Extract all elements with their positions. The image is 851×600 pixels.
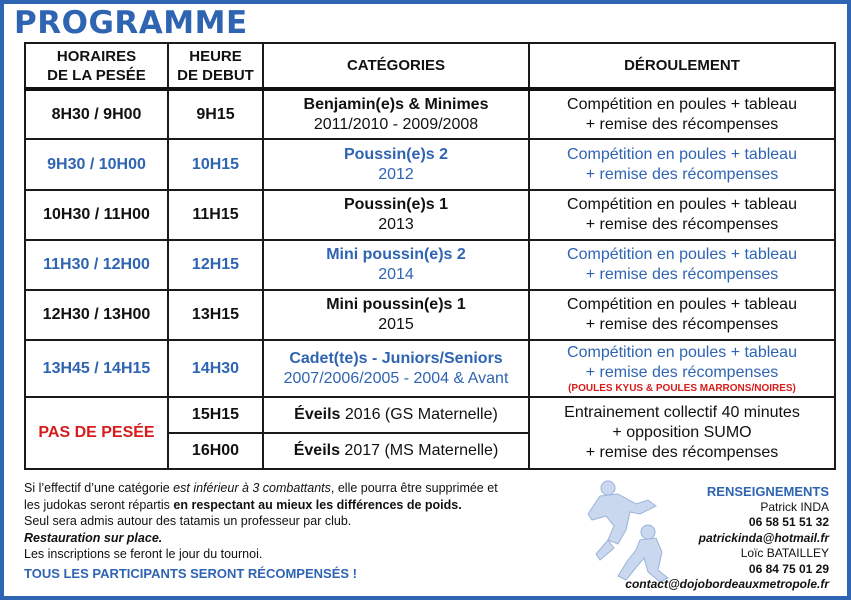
categorie-name: Benjamin(e)s & Minimes [303,95,489,113]
debut-cell: 10H15 [168,139,263,189]
categorie-name: Mini poussin(e)s 1 [326,296,466,314]
deroulement-line: Compétition en poules + tableau [567,343,797,361]
info-block [24,480,584,582]
pesee-cell: 10H30 / 11H00 [25,190,168,240]
deroulement-line: + remise des récompenses [585,165,779,183]
deroulement-line: Compétition en poules + tableau [567,246,797,264]
deroulement-cell [529,240,835,290]
info-text: Si l’effectif d’une catégorie [24,481,174,495]
table-row [25,397,835,433]
categorie-cell [263,190,529,240]
deroulement-line: Entrainement collectif 40 minutes [564,403,800,421]
header-debut: HEURE DE DEBUT [168,43,263,89]
table-header-row [25,43,835,89]
deroulement-cell [529,190,835,240]
info-emphasis: est inférieur à 3 combattants [173,481,331,495]
categorie-cell [263,240,529,290]
categorie-years: 2012 [378,165,414,183]
deroulement-line: + remise des récompenses [585,443,779,461]
info-line [24,497,584,514]
categorie-name: Poussin(e)s 2 [343,145,449,163]
categorie-years: 2011/2010 - 2009/2008 [313,115,479,133]
categorie-cell [263,290,529,340]
pesee-cell: 13H45 / 14H15 [25,340,168,396]
info-text: , elle pourra être supprimée et [330,481,498,495]
table-row [25,240,835,290]
table-row [25,190,835,240]
categorie-name: Cadet(te)s - Juniors/Seniors [289,349,503,367]
contact-email[interactable]: contact@dojobordeauxmetropole.fr [625,577,829,591]
debut-cell: 15H15 [168,397,263,433]
contact-phone: 06 84 75 01 29 [748,561,829,576]
pesee-cell: 12H30 / 13H00 [25,290,168,340]
contact-name: Patrick INDA [760,499,829,514]
pesee-cell: PAS DE PESÉE [25,397,168,469]
debut-cell: 16H00 [168,433,263,469]
recompense-banner: TOUS LES PARTICIPANTS SERONT RÉCOMPENSÉS ! [24,565,357,581]
table-row [25,139,835,189]
deroulement-line: + remise des récompenses [585,266,779,284]
info-line: Les inscriptions se feront le jour du tournoi. [24,547,263,561]
info-emphasis: en respectant au mieux les différences de poids. [173,497,462,512]
debut-cell: 12H15 [168,240,263,290]
deroulement-cell [529,290,835,340]
categorie-years: 2016 (GS Maternelle) [340,405,498,423]
table-row [25,290,835,340]
info-text: les judokas seront répartis [24,497,174,512]
debut-cell: 14H30 [168,340,263,396]
categorie-cell [263,89,529,139]
deroulement-line: Compétition en poules + tableau [567,296,797,314]
categorie-years: 2014 [378,266,414,284]
deroulement-line: Compétition en poules + tableau [567,145,797,163]
categorie-years: 2015 [378,316,414,334]
contact-email[interactable]: patrickinda@hotmail.fr [698,530,829,545]
deroulement-line: + remise des récompenses [585,115,779,133]
page-title: PROGRAMME [14,5,248,41]
categorie-cell [263,397,529,433]
poules-note: (POULES KYUS & POULES MARRONS/NOIRES) [568,382,796,394]
deroulement-line: Compétition en poules + tableau [567,95,797,113]
categorie-cell [263,433,529,469]
header-deroulement: DÉROULEMENT [529,43,835,89]
deroulement-line: + remise des récompenses [585,316,779,334]
pesee-cell: 11H30 / 12H00 [25,240,168,290]
categorie-name: Poussin(e)s 1 [343,195,449,213]
debut-cell: 9H15 [168,89,263,139]
table-row [25,89,835,139]
header-categories: CATÉGORIES [263,43,529,89]
categorie-years: 2013 [378,215,414,233]
deroulement-line: Compétition en poules + tableau [567,195,797,213]
header-pesee: HORAIRES DE LA PESÉE [25,43,168,89]
deroulement-line: + opposition SUMO [612,423,752,441]
categorie-name: Mini poussin(e)s 2 [326,246,466,264]
categorie-cell [263,340,529,396]
info-line: Seul sera admis autour des tatamis un professeur par club. [24,514,352,528]
categorie-years: 2007/2006/2005 - 2004 & Avant [283,369,509,387]
contact-phone: 06 58 51 51 32 [748,515,829,529]
info-line [24,480,584,497]
table-row [25,340,835,396]
categorie-name: Éveils [294,405,341,423]
pesee-cell: 8H30 / 9H00 [25,89,168,139]
debut-cell: 13H15 [168,290,263,340]
pesee-cell: 9H30 / 10H00 [25,139,168,189]
deroulement-line: + remise des récompenses [585,363,779,381]
debut-cell: 11H15 [168,190,263,240]
restauration-text: Restauration sur place. [24,530,163,545]
categorie-cell [263,139,529,189]
contact-title: RENSEIGNEMENTS [706,484,829,499]
info-line [24,530,584,547]
contact-block [609,484,829,593]
categorie-name: Éveils [293,441,340,459]
categorie-years: 2017 (MS Maternelle) [339,441,499,459]
deroulement-cell [529,89,835,139]
deroulement-cell [529,397,835,469]
contact-name: Loïc BATAILLEY [740,546,829,560]
deroulement-line: + remise des récompenses [585,215,779,233]
deroulement-cell [529,340,835,396]
programme-table [24,42,836,470]
deroulement-cell [529,139,835,189]
